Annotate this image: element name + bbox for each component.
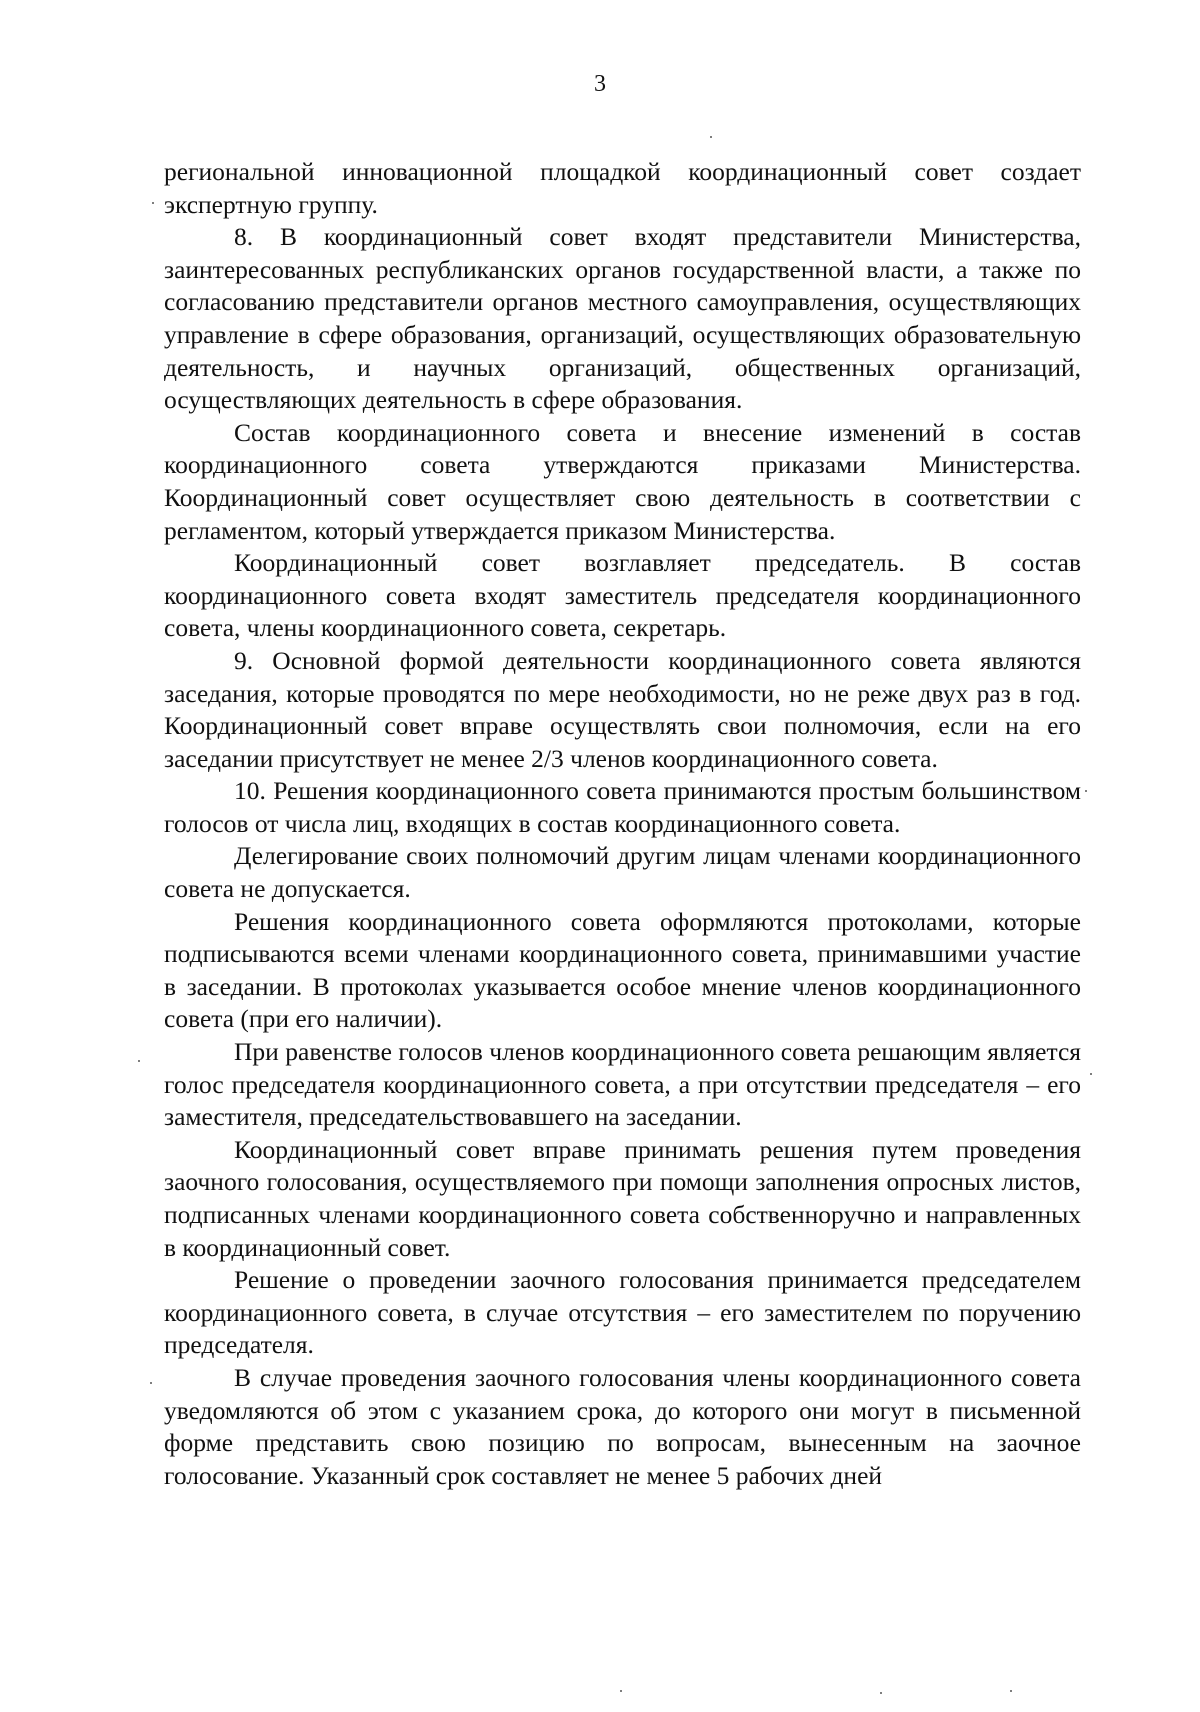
paragraph: При равенстве голосов членов координационного совета решающим является голос председателя координационного совета, а при отсутствии председателя – его заместителя, председательствовавшего на заседании. bbox=[164, 1037, 1081, 1132]
scan-speck bbox=[150, 1382, 152, 1384]
document-body bbox=[164, 156, 1081, 1492]
paragraph: Решения координационного совета оформляются протоколами, которые подписываются всеми членами координационного совета, принимавшими участие в заседании. В протоколах указывается особое мнение членов координационного совета (при его наличии). bbox=[164, 906, 1081, 1034]
scan-speck bbox=[620, 1690, 622, 1692]
paragraph: 10. Решения координационного совета принимаются простым большинством голосов от числа лиц, входящих в состав координационного совета. bbox=[164, 776, 1081, 838]
paragraph: 9. Основной формой деятельности координационного совета являются заседания, которые проводятся по мере необходимости, но не реже двух раз в год. Координационный совет вправе осуществлять свои полномочия, если на его заседании присутствует не менее 2/3 членов координационного совета. bbox=[164, 645, 1081, 773]
scan-speck bbox=[1010, 1690, 1012, 1692]
paragraph: Делегирование своих полномочий другим лицам членами координационного совета не допускается. bbox=[164, 841, 1081, 904]
page-number: 3 bbox=[594, 71, 606, 97]
paragraph: Состав координационного совета и внесение изменений в состав координационного совета утверждаются приказами Министерства. Координационный совет осуществляет свою деятельность в соответствии с регламентом, который утверждается приказом Министерства. bbox=[164, 417, 1081, 545]
scan-speck bbox=[1090, 1073, 1092, 1075]
scan-speck bbox=[710, 136, 712, 138]
paragraph: Решение о проведении заочного голосования принимается председателем координационного совета, в случае отсутствия – его заместителем по поручению председателя. bbox=[164, 1265, 1081, 1360]
scan-speck bbox=[152, 202, 154, 204]
scan-speck bbox=[138, 1060, 140, 1062]
paragraph: Координационный совет вправе принимать решения путем проведения заочного голосования, осуществляемого при помощи заполнения опросных листов, подписанных членами координационного совета собственноручно и направленных в координационный совет. bbox=[164, 1134, 1081, 1262]
paragraph: региональной инновационной площадкой координационный совет создает экспертную группу. bbox=[164, 157, 1081, 219]
scan-speck bbox=[1085, 790, 1087, 792]
paragraph: Координационный совет возглавляет председатель. В состав координационного совета входят заместитель председателя координационного совета, члены координационного совета, секретарь. bbox=[164, 548, 1081, 643]
paragraph: В случае проведения заочного голосования члены координационного совета уведомляются об этом с указанием срока, до которого они могут в письменной форме представить свою позицию по вопросам, вынесенным на заочное голосование. Указанный срок составляет не менее 5 рабочих дней bbox=[164, 1362, 1081, 1490]
scan-speck bbox=[880, 1692, 882, 1694]
paragraph: 8. В координационный совет входят представители Министерства, заинтересованных республиканских органов государственной власти, а также по согласованию представители органов местного самоуправления, осуществляющих управление в сфере образования, организаций, осуществляющих образовательную деятельность, и научных организаций, общественных организаций, осуществляющих деятельность в сфере образования. bbox=[164, 222, 1081, 415]
